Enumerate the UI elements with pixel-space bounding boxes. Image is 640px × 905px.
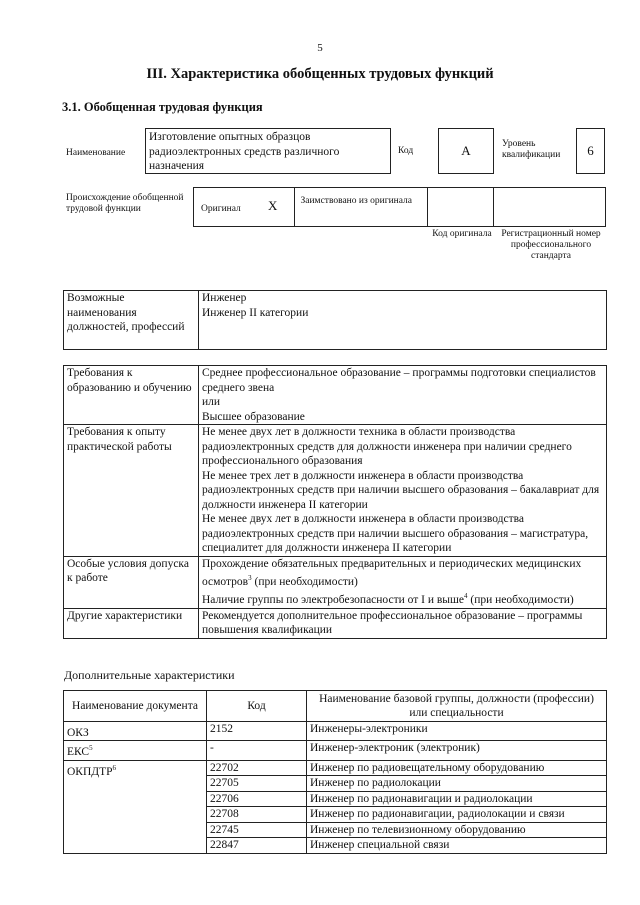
level-label: Уровень квалификации [502,139,561,160]
header-name: Наименование базовой группы, должности (профессии) или специальности [307,691,607,722]
table-row [64,425,607,557]
code-cell: 22702 [207,760,307,776]
header-doc: Наименование документа [64,691,207,722]
req-line: или [202,396,221,408]
req-value [199,556,607,608]
name-cell: Инженер специальной связи [307,838,607,854]
req-line: Прохождение обязательных предварительных и периодических медицинских осмотров$^3$ (при необходимости) [202,557,582,588]
name-cell: Инженер по радиолокации [307,776,607,792]
original-label: Оригинал [201,204,241,214]
doc-cell: ОКЗ [64,722,207,741]
req-label: Требования к опыту практической работы [64,425,199,557]
code-cell: 22847 [207,838,307,854]
req-line: Среднее профессиональное образование – программы подготовки специалистов среднего звена [202,367,596,394]
position-item: Инженер [202,292,247,304]
borrowed-label: Заимствовано из оригинала [295,188,428,226]
req-line: Рекомендуется дополнительное профессиональное образование – программы повышения квалификации [202,609,583,637]
code-label: Код [398,146,414,156]
reg-number-label: Регистрационный номер профессионального стандарта [501,229,601,261]
additional-table [63,690,607,854]
name-cell: Инженер по радиовещательному оборудованию [307,760,607,776]
original-code-label: Код оригинала [432,229,492,239]
code-cell: 2152 [207,722,307,741]
additional-title: Дополнительные характеристики [64,668,235,682]
reg-number-cell [494,188,605,226]
original-cell [194,188,295,226]
req-line: Не менее трех лет в должности инженера в области производства радиоэлектронных средств при наличии высшего образования – бакалавриат для должности инженера II категории [202,469,600,511]
req-label: Другие характеристики [64,608,199,638]
name-cell: Инженер по радионавигации и радиолокации [307,791,607,807]
code-cell: 22708 [207,807,307,823]
origin-label: Происхождение обобщенной трудовой функции [66,193,184,214]
doc-cell: ОКПДТР$^6$ [64,760,207,853]
requirements-table [63,365,607,639]
code-cell: - [207,741,307,760]
header-code: Код [207,691,307,722]
req-line: Высшее образование [202,410,305,423]
name-cell: Инженер по телевизионному оборудованию [307,822,607,838]
page-number: 5 [317,42,323,54]
table-header-row [64,691,607,722]
req-line: Не менее двух лет в должности техника в области производства радиоэлектронных средств для должности инженера при наличии среднего профессионального образования [202,426,572,467]
section-title: III. Характеристика обобщенных трудовых функций [146,66,494,82]
table-row [64,291,607,350]
original-mark: X [268,198,278,213]
table-row [64,760,607,776]
doc-cell: ЕКС$^5$ [64,741,207,760]
function-name-value: Изготовление опытных образцов радиоэлектронных средств различного назначения [145,128,391,174]
positions-table [63,290,607,350]
positions-values [199,291,607,350]
original-code-cell [428,188,494,226]
code-cell: 22706 [207,791,307,807]
origin-row [193,187,606,227]
table-row [64,741,607,760]
code-cell: 22745 [207,822,307,838]
name-label: Наименование [66,148,126,158]
req-line: Наличие группы по электробезопасности от I и выше$^4$ (при необходимости) [202,592,574,607]
code-value: А [438,128,494,174]
positions-label: Возможные наименования должностей, профессий [64,291,199,350]
name-cell: Инженеры-электроники [307,722,607,741]
req-value [199,425,607,557]
req-value [199,366,607,425]
name-cell: Инженер по радионавигации, радиолокации и связи [307,807,607,823]
name-cell: Инженер-электроник (электроник) [307,741,607,760]
table-row [64,556,607,608]
level-value: 6 [576,128,605,174]
table-row [64,608,607,638]
code-cell: 22705 [207,776,307,792]
position-item: Инженер II категории [202,306,309,319]
req-line: Не менее двух лет в должности инженера в области производства радиоэлектронных средств при наличии высшего образования – магистратура, специалитет для должности инженера II категории [202,513,589,554]
table-row [64,722,607,741]
req-value [199,608,607,638]
req-label: Особые условия допуска к работе [64,556,199,608]
subsection-title: 3.1. Обобщенная трудовая функция [62,100,263,114]
req-label: Требования к образованию и обучению [64,366,199,425]
table-row [64,366,607,425]
